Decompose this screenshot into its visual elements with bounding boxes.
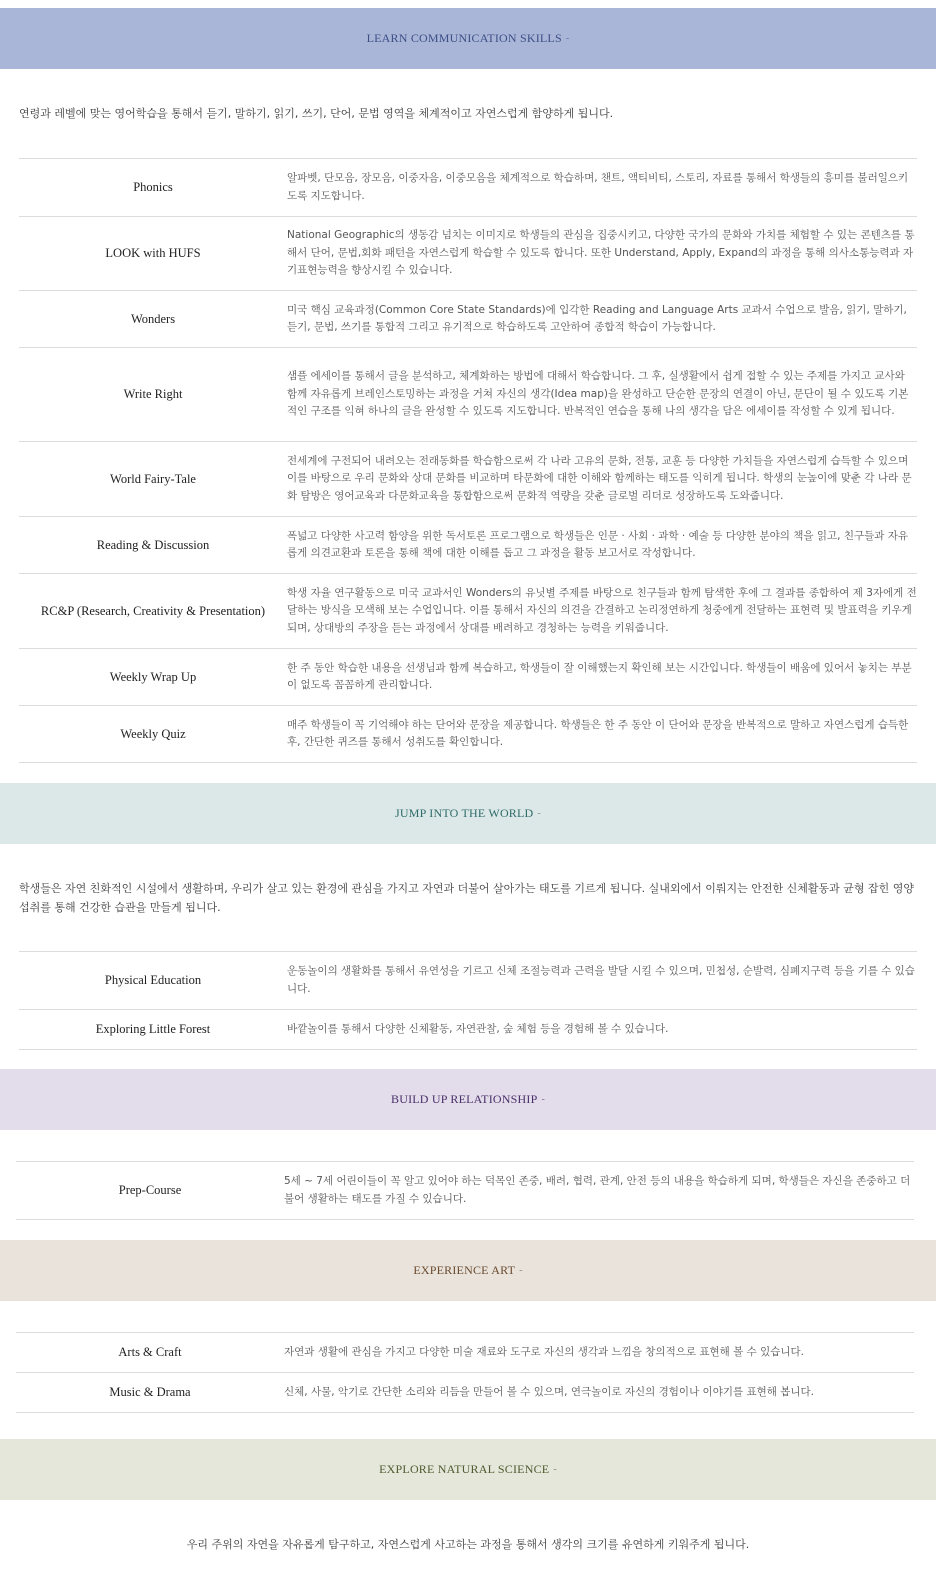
table-row (19, 1010, 917, 1050)
program-desc: 매주 학생들이 꼭 기억해야 하는 단어와 문장을 제공합니다. 학생들은 한 주 동안 이 단어와 문장을 반복적으로 말하고 자연스럽게 습득한 후, 간단한 퀴즈를 통해서 성취도를 확인합니다. (287, 718, 909, 748)
section-intro: 학생들은 자연 친화적인 시설에서 생활하며, 우리가 살고 있는 환경에 관심을 가지고 자연과 더불어 살아가는 태도를 기르게 됩니다. 실내외에서 이뤄지는 안전한 신체활동과 균형 잡힌 영양 섭취를 통해 건강한 습관을 만들게 됩니다. (19, 882, 914, 914)
section-title: EXPERIENCE ART (413, 1263, 516, 1277)
dash-icon: - (553, 1464, 557, 1475)
program-desc: 5세 ~ 7세 어린이들이 꼭 알고 있어야 하는 덕목인 존중, 배려, 협력, 관계, 안전 등의 내용을 학습하게 되며, 학생들은 자신을 존중하고 더불어 생활하는 태도를 가질 수 있습니다. (284, 1175, 911, 1205)
program-name: Prep-Course (118, 1183, 182, 1197)
program-desc: 샘플 에세이를 통해서 글을 분석하고, 체계화하는 방법에 대해서 학습합니다. 그 후, 실생활에서 쉽게 접할 수 있는 주제를 가지고 교사와 함께 자유롭게 브레인스토밍하는 과정을 거쳐 자신의 생각(Idea map)을 완성하고 단순한 문장의 연결이 아닌, 문단이 될 수 있도록 기본적인 구조를 익혀 하나의 글을 완성할 수 있도록 지도합니다. 반복적인 연습을 통해 나의 생각을 담은 에세이를 작성할 수 있게 됩니다. (287, 370, 909, 418)
dash-icon: - (565, 33, 570, 44)
program-name: Weekly Wrap Up (109, 669, 197, 684)
program-name: Exploring Little Forest (95, 1022, 211, 1036)
program-desc: 신체, 사물, 악기로 간단한 소리와 리듬을 만들어 볼 수 있으며, 연극놀이로 자신의 경험이나 이야기를 표현해 봅니다. (284, 1385, 814, 1398)
section-title: LEARN COMMUNICATION SKILLS (366, 31, 562, 45)
program-table-world (19, 951, 917, 1050)
program-name: Reading & Discussion (96, 537, 210, 552)
table-row (19, 442, 917, 517)
section-banner-communication (0, 8, 936, 69)
table-row (16, 1333, 914, 1373)
program-desc: 전세계에 구전되어 내려오는 전래동화를 학습함으로써 각 나라 고유의 문화, 전통, 교훈 등 다양한 가치들을 자연스럽게 습득할 수 있으며 이를 바탕으로 우리 문화와 상대 문화를 비교하며 타문화에 대한 이해와 함께하는 태도를 익히게 됩니다. 학생의 눈높이에 맞춘 각 나라 문화 탐방은 영어교육과 다문화교육을 통합함으로써 문화적 역량을 갖춘 글로벌 리더로 성장하도록 도와줍니다. (287, 454, 912, 502)
section-intro: 연령과 레벨에 맞는 영어학습을 통해서 듣기, 말하기, 읽기, 쓰기, 단어, 문법 영역을 체계적이고 자연스럽게 함양하게 됩니다. (19, 107, 614, 120)
program-table-art (16, 1332, 914, 1413)
table-row (19, 952, 917, 1010)
program-desc: National Geographic의 생동감 넘치는 이미지로 학생들의 관심을 집중시키고, 다양한 국가의 문화와 가치를 체험할 수 있는 콘텐츠를 통해서 단어, 문법,회화 패턴을 자연스럽게 학습할 수 있도록 합니다. 또한 Understand, Apply, Expand의 과정을 통해 의사소통능력과 자기표현능력을 향상시킬 수 있습니다. (287, 229, 915, 277)
program-name: Music & Drama (109, 1385, 191, 1399)
section-banner-relationship (0, 1069, 936, 1130)
section-intro: 우리 주위의 자연을 자유롭게 탐구하고, 자연스럽게 사고하는 과정을 통해서 생각의 크기를 유연하게 키워주게 됩니다. (186, 1538, 750, 1551)
program-name: Weekly Quiz (120, 726, 186, 741)
section-banner-world (0, 783, 936, 844)
program-name: Write Right (123, 387, 183, 401)
table-row (16, 1162, 914, 1220)
dash-icon: - (541, 1094, 545, 1105)
program-desc: 미국 핵심 교육과정(Common Core State Standards)에 입각한 Reading and Language Arts 교과서 수업으로 발음, 읽기, 말하기, 듣기, 문법, 쓰기를 통합적 그리고 유기적으로 학습하도록 고안하여 종합적 학습이 가능합니다. (287, 303, 907, 333)
section-title: EXPLORE NATURAL SCIENCE (379, 1462, 550, 1476)
program-desc: 자연과 생활에 관심을 가지고 다양한 미술 재료와 도구로 자신의 생각과 느낌을 창의적으로 표현해 볼 수 있습니다. (284, 1345, 804, 1358)
program-desc: 바깥놀이를 통해서 다양한 신체활동, 자연관찰, 숲 체험 등을 경험해 볼 수 있습니다. (287, 1022, 669, 1035)
dash-icon: - (537, 808, 541, 819)
program-desc: 알파벳, 단모음, 장모음, 이중자음, 이중모음을 체계적으로 학습하며, 챈트, 액티비티, 스토리, 자료를 통해서 학생들의 흥미를 불러일으키도록 지도합니다. (287, 172, 909, 202)
program-name: Arts & Craft (118, 1345, 182, 1359)
program-desc: 폭넓고 다양한 사고력 함양을 위한 독서토론 프로그램으로 학생들은 인문 · 사회 · 과학 · 예술 등 다양한 분야의 책을 읽고, 친구들과 자유롭게 의견교환과 토론을 통해 책에 대한 이해를 돕고 그 과정을 활동 보고서로 작성합니다. (287, 529, 909, 559)
program-table-communication (19, 158, 917, 763)
section-title: BUILD UP RELATIONSHIP (391, 1092, 538, 1106)
section-banner-science (0, 1439, 936, 1500)
table-row (19, 217, 917, 291)
program-name: RC&P (Research, Creativity & Presentation) (40, 603, 266, 618)
table-row (19, 159, 917, 217)
table-row (19, 574, 917, 649)
table-row (19, 649, 917, 706)
section-title: JUMP INTO THE WORLD (395, 806, 534, 820)
program-name: Wonders (130, 311, 176, 326)
program-desc: 학생 자율 연구활동으로 미국 교과서인 Wonders의 유닛별 주제를 바탕으로 친구들과 함께 탐색한 후에 그 결과를 종합하여 제 3자에게 전달하는 방식을 모색해 보는 수업입니다. 이를 통해서 자신의 의견을 간결하고 논리정연하게 청중에게 전달하는 표현력 및 발표력을 키우게 되며, 상대방의 주장을 듣는 과정에서 상대를 배려하고 경청하는 능력을 키워줍니다. (287, 586, 917, 634)
table-row (19, 348, 917, 442)
program-name: Physical Education (104, 973, 202, 987)
dash-icon: - (519, 1265, 523, 1276)
table-row (19, 517, 917, 574)
table-row (16, 1373, 914, 1413)
table-row (19, 706, 917, 763)
section-banner-art (0, 1240, 936, 1301)
program-desc: 운동놀이의 생활화를 통해서 유연성을 기르고 신체 조절능력과 근력을 발달 시킬 수 있으며, 민첩성, 순발력, 심폐지구력 등을 기를 수 있습니다. (287, 965, 915, 995)
program-name: Phonics (133, 180, 173, 194)
program-table-relationship (16, 1161, 914, 1220)
program-name: World Fairy-Tale (110, 471, 196, 486)
program-name: LOOK with HUFS (105, 246, 201, 260)
program-desc: 한 주 동안 학습한 내용을 선생님과 함께 복습하고, 학생들이 잘 이해했는지 확인해 보는 시간입니다. 학생들이 배움에 있어서 놓치는 부분이 없도록 꼼꼼하게 관리합니다. (287, 661, 912, 691)
table-row (19, 291, 917, 348)
